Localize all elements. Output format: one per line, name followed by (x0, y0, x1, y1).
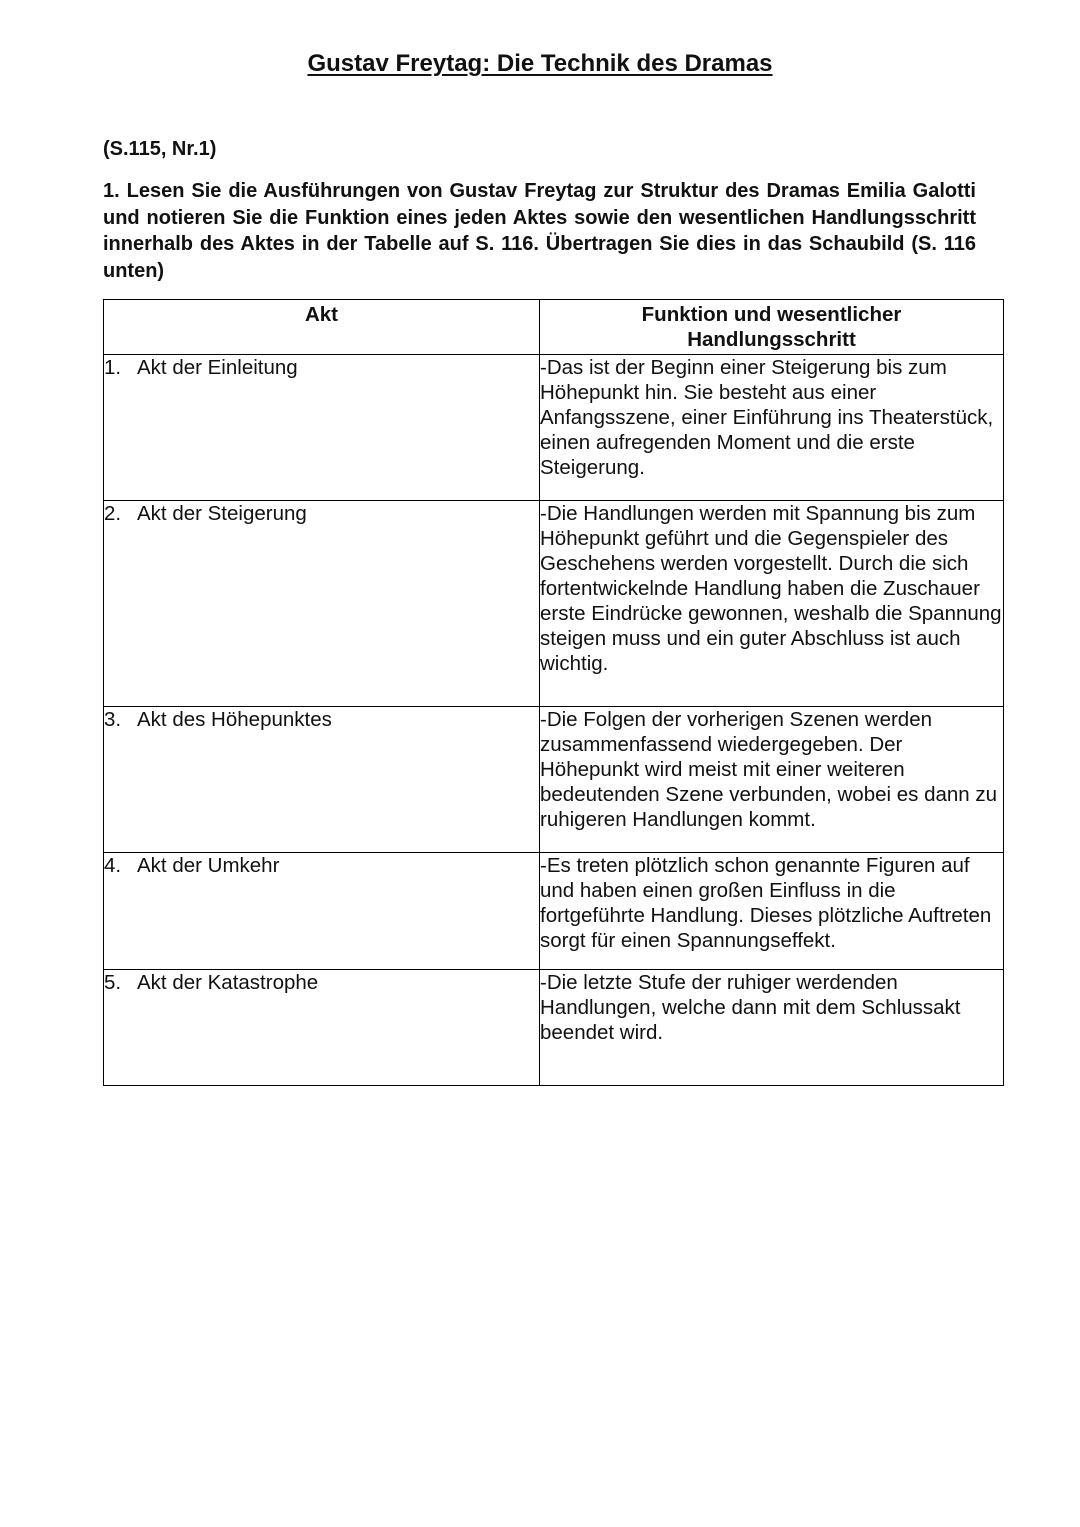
task-instruction: 1. Lesen Sie die Ausführungen von Gustav Freytag zur Struktur des Dramas Emilia Galotti und notieren Sie die Funktion eines jeden Aktes sowie den wesentlichen Handlungsschritt innerhalb des Aktes in der Tabelle auf S. 116. Übertragen Sie dies in das Schaubild (S. 116 unten) (103, 180, 976, 282)
act-number: 2. (104, 502, 122, 525)
header-funktion: Funktion und wesentlicher Handlungsschritt (540, 300, 1004, 355)
table-row (104, 707, 1004, 853)
act-cell (104, 853, 540, 970)
function-cell: -Es treten plötzlich schon genannte Figuren auf und haben einen großen Einfluss in die fortgeführte Handlung. Dieses plötzliche Auftreten sorgt für einen Spannungseffekt. (540, 853, 1004, 970)
function-cell: -Die Handlungen werden mit Spannung bis zum Höhepunkt geführt und die Gegenspieler des Geschehens werden vorgestellt. Durch die sich fortentwickelnde Handlung haben die Zuschauer erste Eindrücke gewonnen, weshalb die Spannung steigen muss und ein guter Abschluss ist auch wichtig. (540, 501, 1004, 707)
act-number: 5. (104, 971, 122, 994)
act-number: 4. (104, 854, 122, 877)
table-row (104, 355, 1004, 501)
act-name: Akt des Höhepunktes (137, 708, 332, 731)
act-number: 3. (104, 708, 122, 731)
act-name: Akt der Steigerung (137, 502, 307, 525)
header-akt: Akt (104, 300, 540, 355)
act-name: Akt der Umkehr (137, 854, 280, 877)
function-cell: -Das ist der Beginn einer Steigerung bis zum Höhepunkt hin. Sie besteht aus einer Anfangsszene, einer Einführung ins Theaterstück, einen aufregenden Moment und die erste Steigerung. (540, 355, 1004, 501)
table-row (104, 853, 1004, 970)
act-number: 1. (104, 356, 122, 379)
act-name: Akt der Katastrophe (137, 971, 319, 994)
function-cell: -Die letzte Stufe der ruhiger werdenden Handlungen, welche dann mit dem Schlussakt beendet wird. (540, 970, 1004, 1086)
table-header-row (104, 300, 1004, 355)
act-name: Akt der Einleitung (137, 356, 298, 379)
document-title (0, 50, 1080, 78)
table-row (104, 501, 1004, 707)
act-function-table (103, 299, 1004, 1086)
function-cell: -Die Folgen der vorherigen Szenen werden zusammenfassend wiedergegeben. Der Höhepunkt wird meist mit einer weiteren bedeutenden Szene verbunden, wobei es dann zu ruhigeren Handlungen kommt. (540, 707, 1004, 853)
page-reference: (S.115, Nr.1) (103, 138, 217, 160)
act-cell (104, 970, 540, 1086)
table-row (104, 970, 1004, 1086)
act-cell (104, 501, 540, 707)
act-cell (104, 355, 540, 501)
document-title-text: Gustav Freytag: Die Technik des Dramas (307, 50, 773, 77)
act-cell (104, 707, 540, 853)
